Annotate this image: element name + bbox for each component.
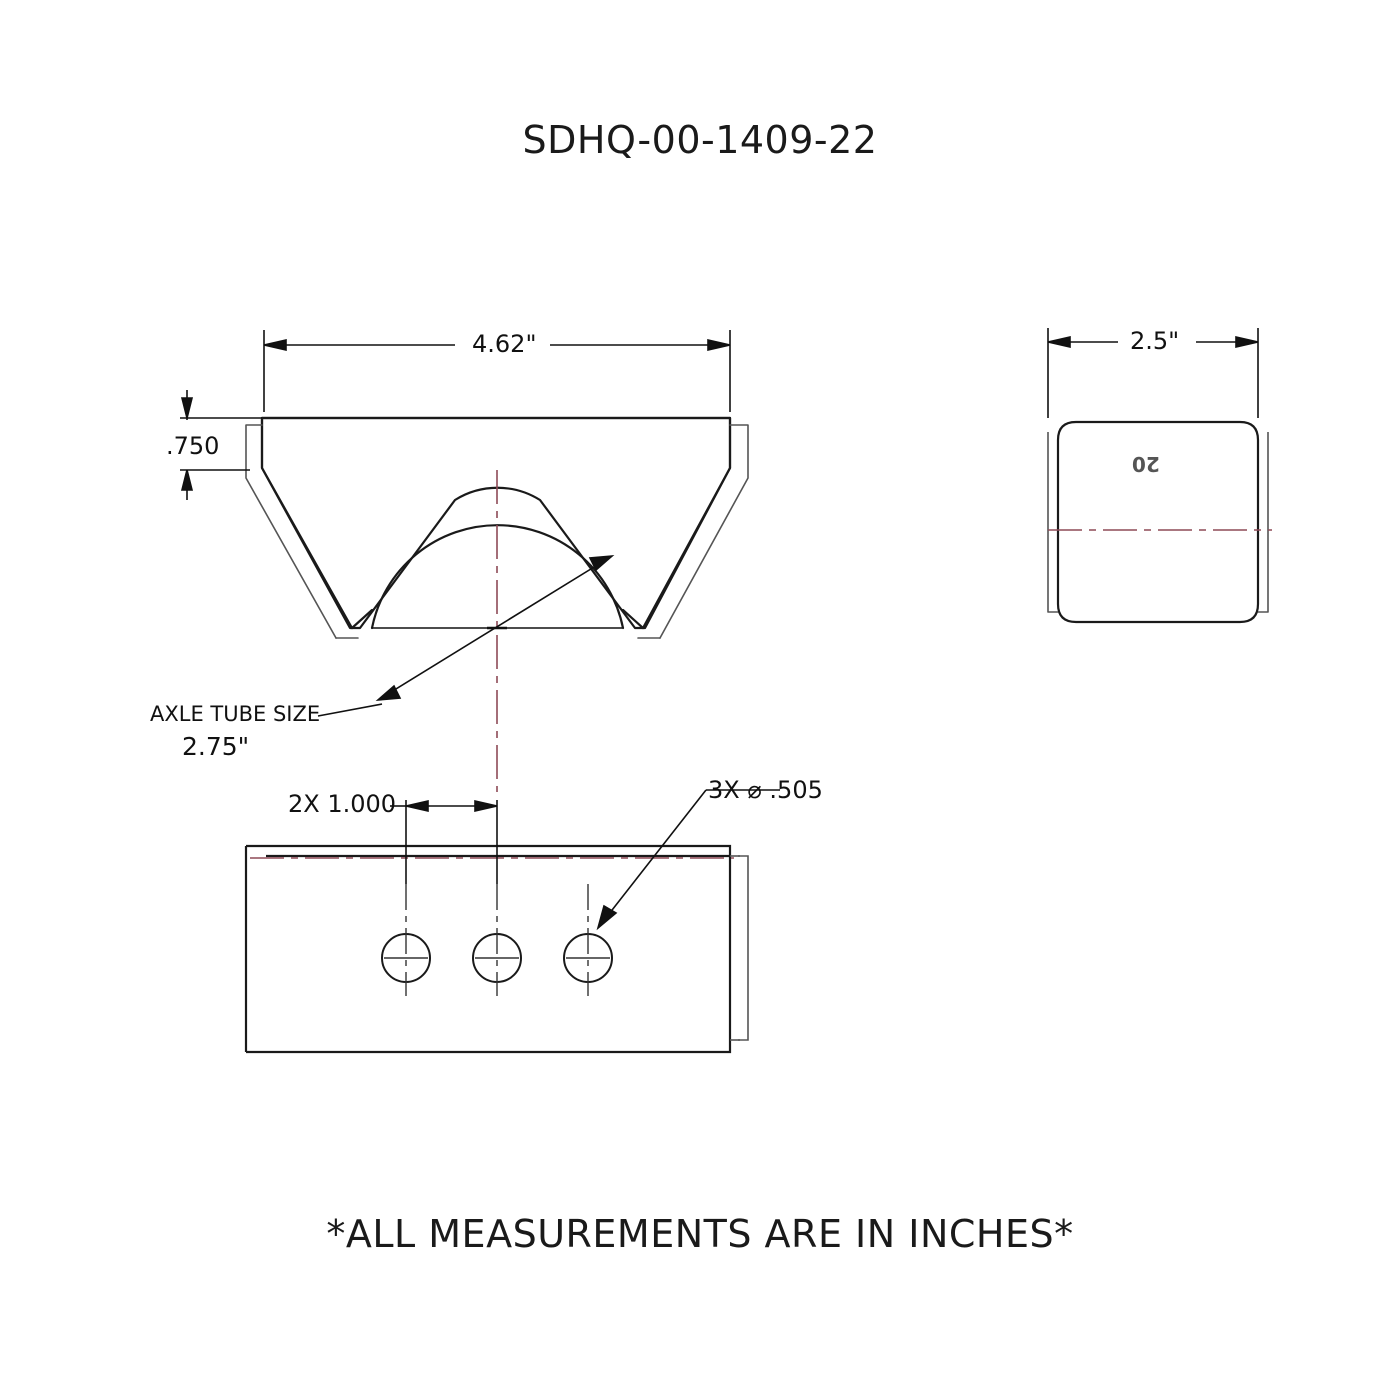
dimension-label-overall-width: 4.62" <box>472 330 537 358</box>
dimension-label-hole-diameter: 3X ⌀ .505 <box>708 776 823 804</box>
dimension-label-hole-spacing: 2X 1.000 <box>288 790 397 818</box>
dimension-label-leg-height: .750 <box>166 432 220 460</box>
units-footer-note: *ALL MEASUREMENTS ARE IN INCHES* <box>326 1212 1074 1256</box>
dimension-label-axle-tube-value: 2.75" <box>182 732 250 761</box>
dimension-label-axle-tube-size: AXLE TUBE SIZE <box>150 702 321 726</box>
side-view-stamp-label: 20 <box>1132 452 1160 476</box>
dimension-hole-diameter <box>598 790 780 928</box>
dimension-axle-tube <box>318 556 622 716</box>
dimension-hole-spacing <box>390 800 497 884</box>
drawing-title: SDHQ-00-1409-22 <box>522 118 878 162</box>
dimension-label-overall-depth: 2.5" <box>1130 327 1180 355</box>
